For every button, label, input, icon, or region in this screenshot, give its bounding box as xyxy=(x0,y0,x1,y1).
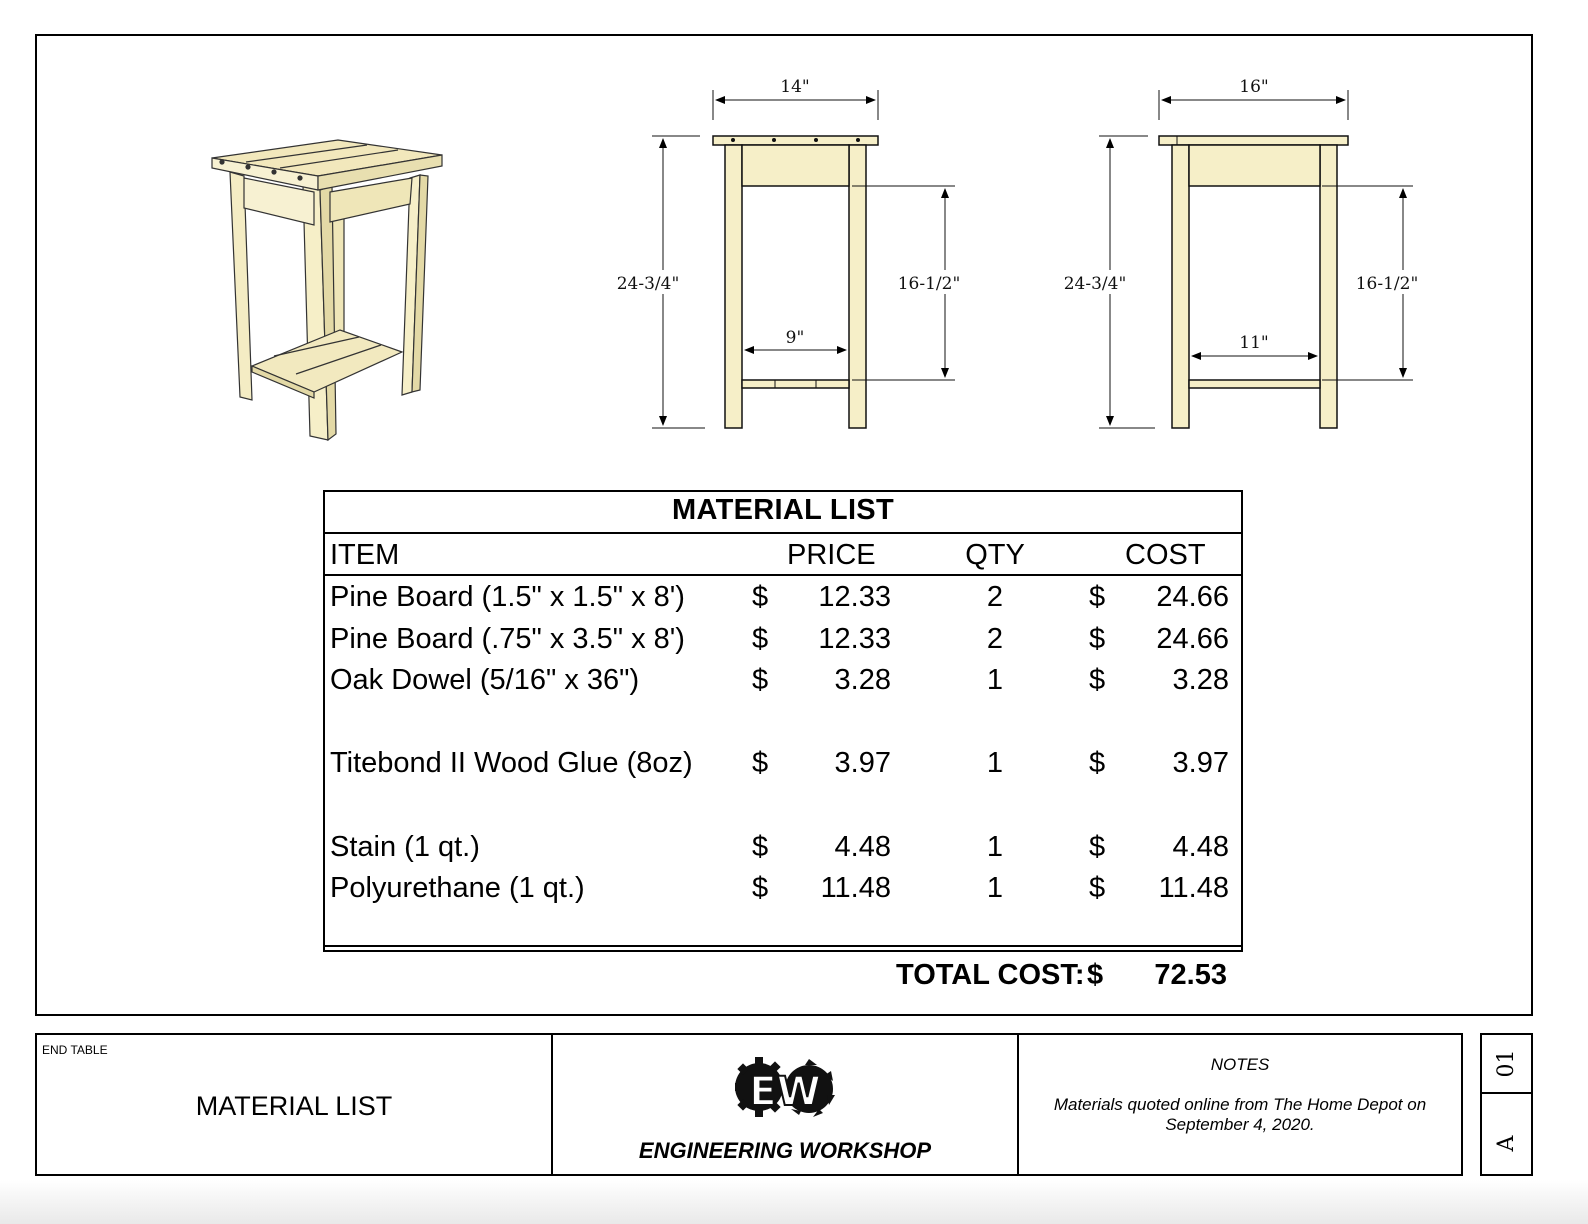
row-price-currency: $ xyxy=(752,872,769,904)
row-price-currency: $ xyxy=(752,664,769,696)
title-block-notes xyxy=(1017,1033,1463,1176)
row-price-currency: $ xyxy=(752,831,769,863)
notes-text: Materials quoted online from The Home Depot on September 4, 2020. xyxy=(1053,1095,1427,1134)
company-name: ENGINEERING WORKSHOP xyxy=(638,1138,932,1163)
row-price: 12.33 xyxy=(818,581,891,613)
total-cost-value: 72.53 xyxy=(1154,959,1227,991)
row-qty: 2 xyxy=(986,623,1004,655)
drawing-views xyxy=(0,0,1588,480)
row-qty: 1 xyxy=(986,664,1004,696)
row-cost: 4.48 xyxy=(1172,831,1229,863)
side-inner-width-label: 11" xyxy=(1239,333,1269,353)
sheet-title: MATERIAL LIST xyxy=(195,1091,393,1121)
total-cost-currency: $ xyxy=(1087,959,1104,991)
row-cost-currency: $ xyxy=(1089,664,1106,696)
row-price: 3.97 xyxy=(834,747,891,779)
row-cost: 3.28 xyxy=(1172,664,1229,696)
title-block-sheet xyxy=(35,1033,553,1176)
svg-text:EW: EW xyxy=(749,1069,821,1115)
row-price: 3.28 xyxy=(834,664,891,696)
row-cost-currency: $ xyxy=(1089,747,1106,779)
page-bottom-shadow xyxy=(0,1180,1588,1224)
notes-heading: NOTES xyxy=(1210,1055,1270,1074)
header-divider xyxy=(325,574,1241,576)
total-cost-label: TOTAL COST: xyxy=(896,959,1085,991)
row-price: 4.48 xyxy=(834,831,891,863)
front-height-label: 24-3/4" xyxy=(616,274,680,294)
project-name: END TABLE xyxy=(42,1043,108,1057)
sheet-number: 01 xyxy=(1494,1049,1519,1078)
title-block-sheet-id xyxy=(1480,1033,1533,1176)
ew-logo xyxy=(735,1049,839,1129)
row-price: 11.48 xyxy=(820,872,891,904)
row-qty: 1 xyxy=(986,747,1004,779)
row-cost: 24.66 xyxy=(1156,623,1229,655)
front-width-label: 14" xyxy=(780,77,810,97)
front-apron-height-label: 16-1/2" xyxy=(897,274,961,294)
row-cost-currency: $ xyxy=(1089,872,1106,904)
title-block-logo xyxy=(551,1033,1019,1176)
side-view xyxy=(1159,136,1348,428)
row-cost-currency: $ xyxy=(1089,623,1106,655)
header-cost: COST xyxy=(1125,539,1206,571)
table-bottom-rule xyxy=(325,945,1241,947)
sheet-id-divider xyxy=(1482,1092,1531,1094)
row-cost-currency: $ xyxy=(1089,581,1106,613)
row-price-currency: $ xyxy=(752,623,769,655)
row-item: Polyurethane (1 qt.) xyxy=(330,872,585,904)
row-item: Titebond II Wood Glue (8oz) xyxy=(330,747,693,779)
side-height-label: 24-3/4" xyxy=(1063,274,1127,294)
side-apron-height-label: 16-1/2" xyxy=(1355,274,1419,294)
row-qty: 2 xyxy=(986,581,1004,613)
row-cost: 3.97 xyxy=(1172,747,1229,779)
row-item: Pine Board (1.5" x 1.5" x 8') xyxy=(330,581,685,613)
row-cost: 11.48 xyxy=(1158,872,1229,904)
material-list-title: MATERIAL LIST xyxy=(672,494,894,526)
material-list-table xyxy=(323,490,1243,952)
isometric-view xyxy=(212,140,442,440)
row-price: 12.33 xyxy=(818,623,891,655)
title-divider xyxy=(325,532,1241,534)
row-qty: 1 xyxy=(986,831,1004,863)
side-width-label: 16" xyxy=(1239,77,1269,97)
row-price-currency: $ xyxy=(752,581,769,613)
front-view xyxy=(713,136,878,428)
sheet-size: A xyxy=(1494,1135,1519,1152)
row-item: Pine Board (.75" x 3.5" x 8') xyxy=(330,623,685,655)
header-item: ITEM xyxy=(330,539,400,571)
row-qty: 1 xyxy=(986,872,1004,904)
header-price: PRICE xyxy=(787,539,876,571)
header-qty: QTY xyxy=(965,539,1025,571)
row-item: Oak Dowel (5/16" x 36") xyxy=(330,664,640,696)
row-cost: 24.66 xyxy=(1156,581,1229,613)
row-item: Stain (1 qt.) xyxy=(330,831,480,863)
row-price-currency: $ xyxy=(752,747,769,779)
row-cost-currency: $ xyxy=(1089,831,1106,863)
front-inner-width-label: 9" xyxy=(785,328,805,348)
